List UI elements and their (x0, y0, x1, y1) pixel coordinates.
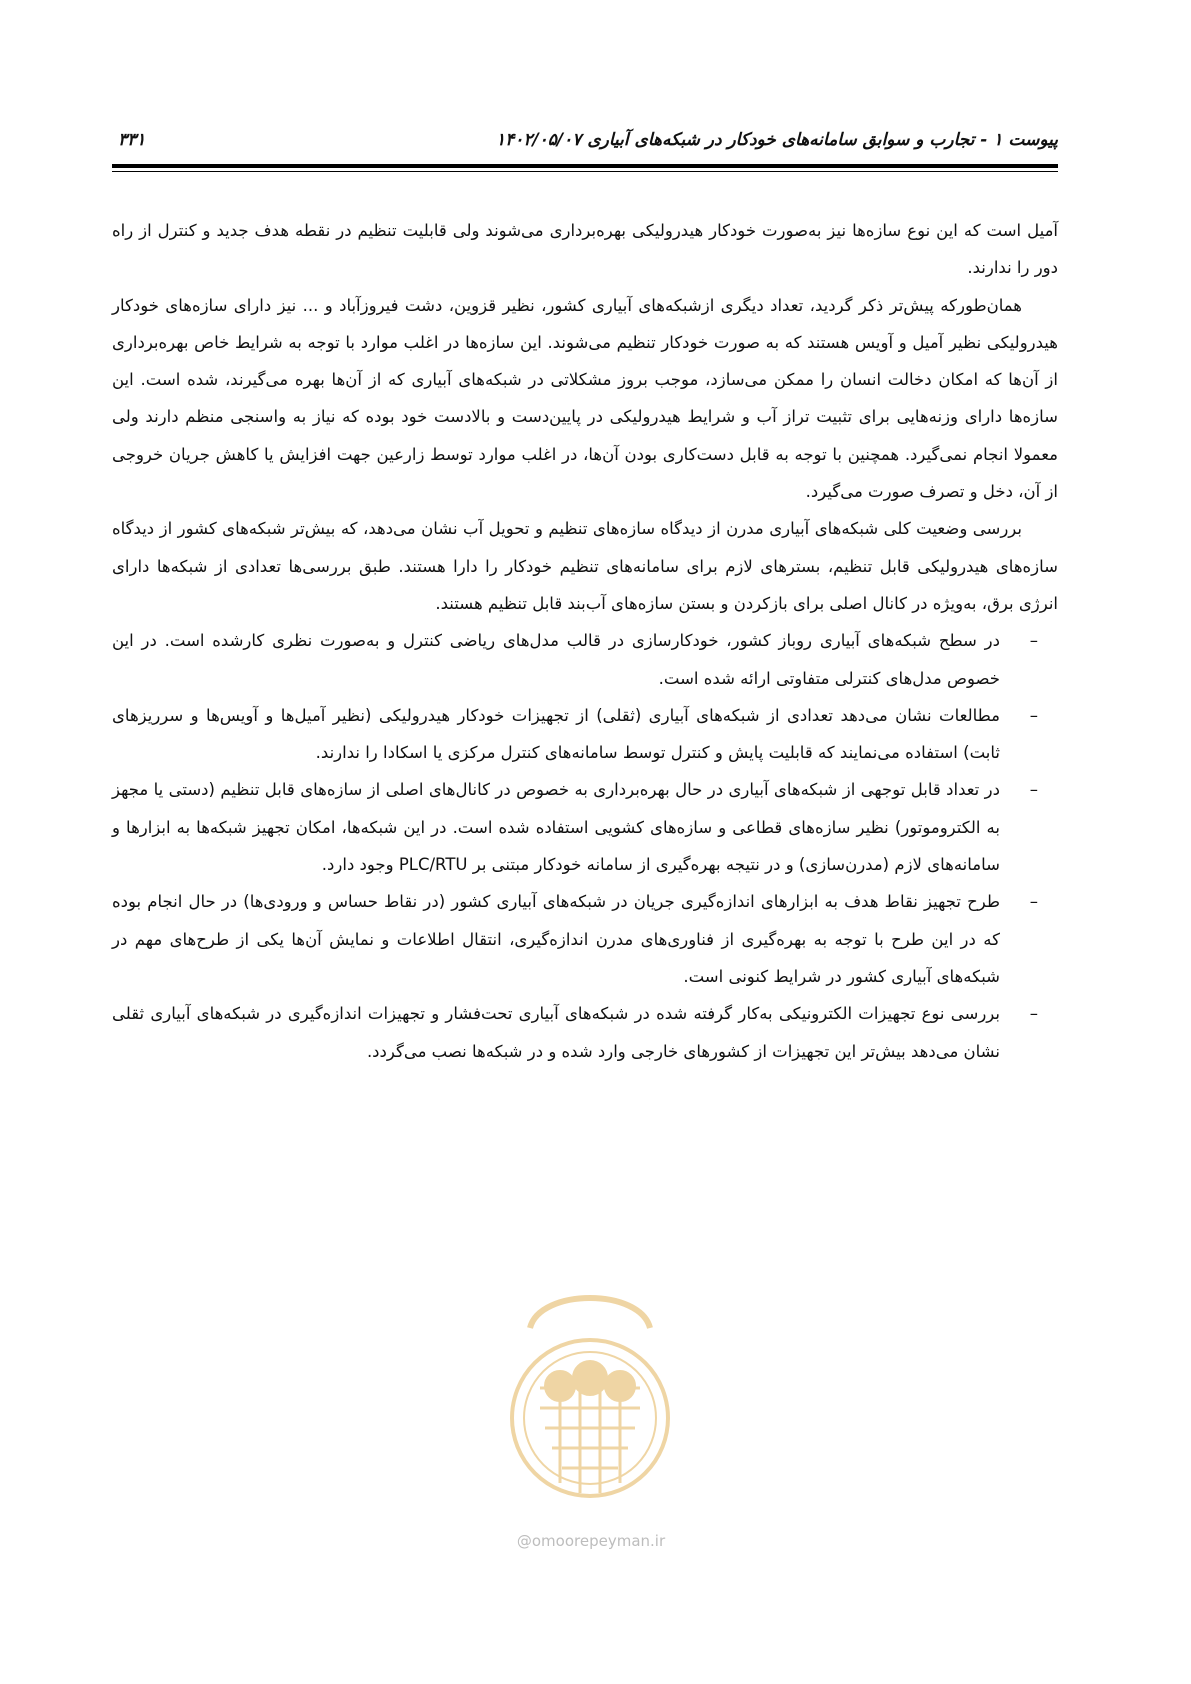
paragraph: آمیل است که این نوع سازه‌ها نیز به‌صورت خودکار هیدرولیکی بهره‌برداری می‌شوند ولی قابلیت تنظیم در نقطه هدف جدید و کنترل از راه دور را ندارند. (112, 221, 1058, 278)
list-item-text: بررسی نوع تجهیزات الکترونیکی به‌کار گرفته شده در شبکه‌های آبیاری تحت‌فشار و تجهیزات اندازه‌گیری در شبکه‌های آبیاری ثقلی نشان می‌دهد بیش‌تر این تجهیزات از کشورهای خارجی وارد شده و در شبکه‌ها نصب می‌گردد. (112, 1004, 1000, 1061)
bullet-list (112, 622, 1058, 1070)
bullet-dash: – (1029, 631, 1038, 651)
bullet-dash: – (1029, 705, 1038, 725)
list-item-text: در سطح شبکه‌های آبیاری روباز کشور، خودکارسازی در قالب مدل‌های ریاضی کنترل و به‌صورت نظری کارشده است. در این خصوص مدل‌های کنترلی متفاوتی ارائه شده است. (112, 631, 1000, 688)
body-text (112, 212, 1058, 1070)
list-item (112, 995, 1058, 1070)
list-item (112, 622, 1058, 697)
list-item (112, 697, 1058, 772)
watermark-logo-icon (500, 1268, 680, 1518)
list-item-text: مطالعات نشان می‌دهد تعدادی از شبکه‌های آبیاری (ثقلی) از تجهیزات خودکار هیدرولیکی (نظیر آمیل‌ها و آویس‌ها و سرریزهای ثابت) استفاده می‌نمایند که قابلیت پایش و کنترل توسط سامانه‌های کنترل مرکزی یا اسکادا را ندارند. (112, 705, 1000, 763)
list-item-text: طرح تجهیز نقاط هدف به ابزارهای اندازه‌گیری جریان در شبکه‌های آبیاری کشور (در نقاط حساس و ورودی‌ها) در حال انجام بوده که در این طرح با توجه به بهره‌گیری از فناوری‌های مدرن اندازه‌گیری، انتقال اطلاعات و نمایش آن‌ها یکی از طرح‌های مهم در شبکه‌های آبیاری کشور در شرایط کنونی است. (112, 892, 1000, 986)
page-number: ۳۳۱ (118, 130, 146, 150)
running-title: پیوست ۱ - تجارب و سوابق سامانه‌های خودکار در شبکه‌های آبیاری ۱۴۰۲/۰۵/۰۷ (495, 130, 1058, 150)
paragraph: بررسی وضعیت کلی شبکه‌های آبیاری مدرن از دیدگاه سازه‌های تنظیم و تحویل آب نشان می‌دهد، که بیش‌تر شبکه‌های کشور از دیدگاه سازه‌های هیدرولیکی قابل تنظیم، بسترهای لازم برای سامانه‌های تنظیم خودکار را دارا هستند. طبق بررسی‌ها تعدادی از شبکه‌ها دارای انرژی برق، به‌ویژه در کانال اصلی برای بازکردن و بستن سازه‌های آب‌بند قابل تنظیم هستند. (112, 519, 1058, 613)
watermark-url: @omoorepeyman.ir (516, 1532, 666, 1550)
bullet-dash: – (1029, 1004, 1038, 1024)
list-item (112, 771, 1058, 883)
bullet-dash: – (1029, 892, 1038, 912)
list-item-text: در تعداد قابل توجهی از شبکه‌های آبیاری در حال بهره‌برداری به خصوص در کانال‌های اصلی از سازه‌های قابل تنظیم (دستی یا مجهز به الکتروموتور) نظیر سازه‌های قطاعی و سازه‌های کشویی استفاده شده است. در این شبکه‌ها، امکان تجهیز شبکه‌ها به ابزارها و سامانه‌های لازم (مدرن‌سازی) و در نتیجه بهره‌گیری از سامانه خودکار مبتنی بر PLC/RTU وجود دارد. (112, 780, 1000, 875)
list-item (112, 883, 1058, 995)
page-header (112, 130, 1058, 160)
paragraph: همان‌طورکه پیش‌تر ذکر گردید، تعداد دیگری ازشبکه‌های آبیاری کشور، نظیر قزوین، دشت فیروزآباد و ... نیز دارای سازه‌های خودکار هیدرولیکی نظیر آمیل و آویس هستند که به صورت خودکار تنظیم می‌شوند. این سازه‌ها در اغلب موارد با توجه به شرایط خاص بهره‌برداری از آن‌ها که امکان دخالت انسان را ممکن می‌سازد، موجب بروز مشکلاتی در شبکه‌های آبیاری که از آن‌ها بهره می‌گیرند، شده است. این سازه‌ها دارای وزنه‌هایی برای تثبیت تراز آب و شرایط هیدرولیکی در پایین‌دست و بالادست خود بوده که نیاز به واسنجی منظم دارند ولی معمولا انجام نمی‌گیرد. همچنین با توجه به قابل دست‌کاری بودن آن‌ها، در اغلب موارد توسط زارعین جهت افزایش یا کاهش جریان خروجی از آن، دخل و تصرف صورت می‌گیرد. (112, 295, 1058, 502)
header-rule (112, 164, 1058, 168)
bullet-dash: – (1029, 780, 1038, 800)
